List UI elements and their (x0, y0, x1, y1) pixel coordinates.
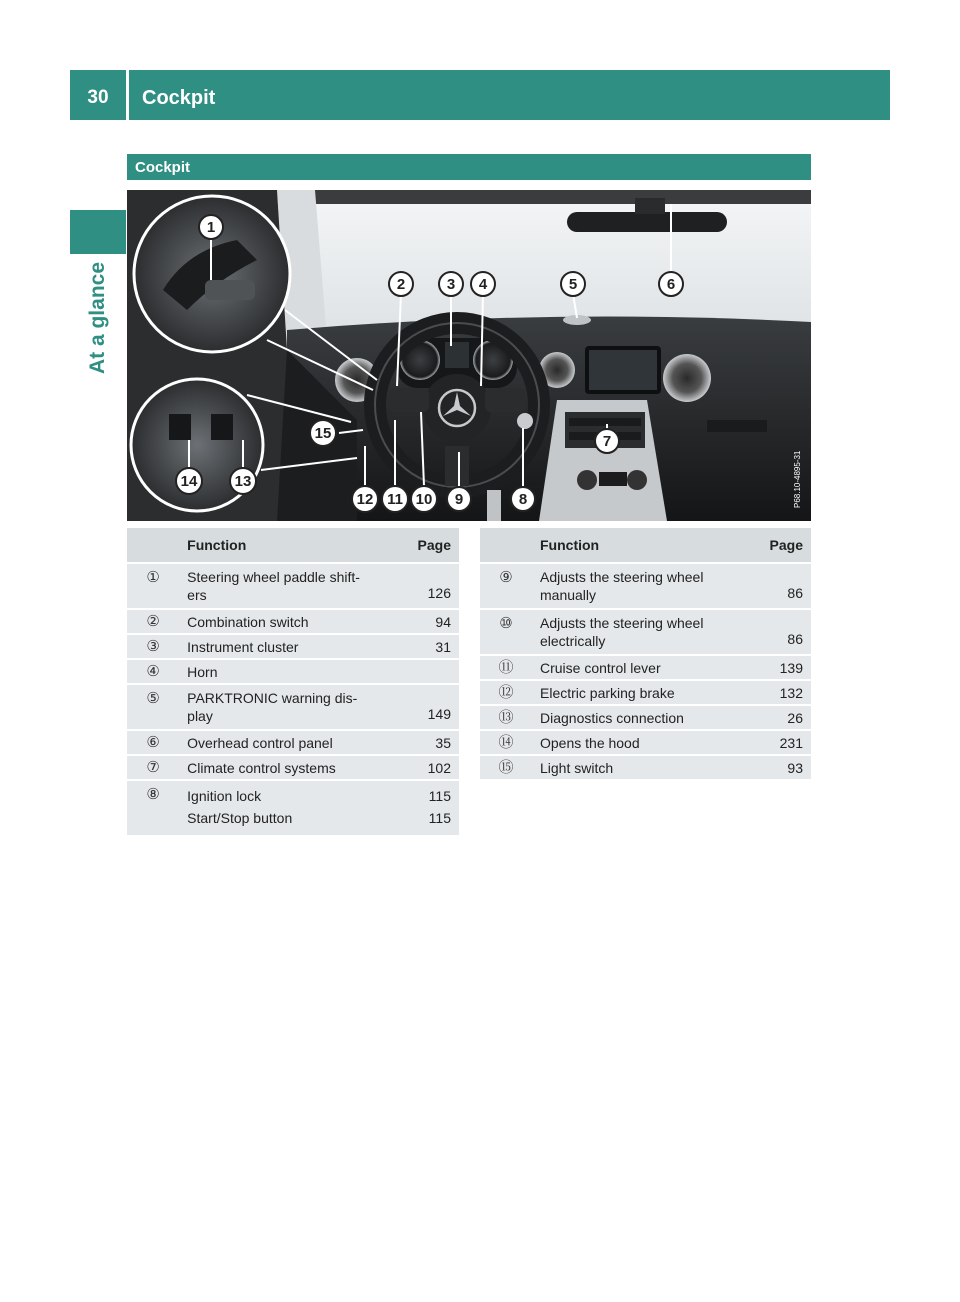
item-function: Instrument cluster (179, 634, 397, 659)
svg-text:15: 15 (314, 425, 332, 442)
table-row (480, 680, 811, 705)
page-line: 115 (428, 788, 451, 804)
table-row (127, 609, 459, 634)
section-title: Cockpit (135, 159, 191, 176)
svg-text:12: 12 (356, 491, 374, 508)
item-number: ⑤ (127, 684, 179, 730)
item-function (532, 563, 749, 609)
item-page: 132 (749, 680, 811, 705)
table-row (127, 730, 459, 755)
item-number: ⑭ (480, 730, 532, 755)
svg-text:11: 11 (387, 491, 403, 508)
table-row (127, 659, 459, 684)
table-row (127, 780, 459, 835)
item-number: ① (127, 563, 179, 609)
header-function: Function (532, 528, 749, 563)
table-row (127, 634, 459, 659)
side-tab-marker (70, 210, 126, 254)
item-page: 26 (749, 705, 811, 730)
item-function: Diagnostics connection (532, 705, 749, 730)
function-line: Start/Stop button (187, 810, 293, 826)
function-line: Adjusts the steering wheel (540, 569, 704, 585)
function-line: PARKTRONIC warning dis- (187, 690, 358, 706)
header-number (127, 528, 179, 563)
item-page: 86 (749, 563, 811, 609)
item-function: Cruise control lever (532, 655, 749, 680)
callout-7 (595, 429, 619, 453)
item-number: ③ (127, 634, 179, 659)
item-page: 93 (749, 755, 811, 779)
item-page: 231 (749, 730, 811, 755)
svg-text:3: 3 (446, 276, 456, 293)
function-line: Ignition lock (187, 788, 262, 804)
header-number (480, 528, 532, 563)
callout-8 (511, 487, 535, 511)
callout-12 (352, 486, 378, 512)
callout-3 (439, 272, 463, 296)
callout-14 (176, 468, 202, 494)
item-page: 31 (397, 634, 459, 659)
legend-header-row (480, 528, 811, 563)
table-row (480, 730, 811, 755)
item-function: Overhead control panel (179, 730, 397, 755)
item-function: Climate control systems (179, 755, 397, 780)
function-line: Adjusts the steering wheel (540, 615, 704, 631)
item-number: ⑩ (480, 609, 532, 655)
item-function (179, 563, 397, 609)
page-number: 30 (87, 87, 109, 108)
item-function: Horn (179, 659, 397, 684)
function-line: electrically (540, 633, 606, 649)
callout-15 (310, 420, 336, 446)
item-number: ⑮ (480, 755, 532, 779)
item-page: 139 (749, 655, 811, 680)
item-page: 94 (397, 609, 459, 634)
item-page: 149 (397, 684, 459, 730)
item-number: ⑥ (127, 730, 179, 755)
table-row (480, 705, 811, 730)
svg-text:10: 10 (415, 491, 433, 508)
section-bar (127, 154, 811, 180)
svg-text:4: 4 (478, 276, 488, 293)
item-function (179, 780, 397, 835)
callout-9 (447, 487, 471, 511)
header-page: Page (749, 528, 811, 563)
function-line: Steering wheel paddle shift- (187, 569, 360, 585)
legend-table-right (480, 528, 811, 779)
legend-header-row (127, 528, 459, 563)
callout-10 (411, 486, 437, 512)
side-section-label: At a glance (86, 261, 109, 375)
callout-5 (561, 272, 585, 296)
item-number: ⑪ (480, 655, 532, 680)
table-row (480, 563, 811, 609)
page-title: Cockpit (142, 87, 216, 109)
cockpit-photo (127, 190, 811, 521)
table-row (127, 563, 459, 609)
item-page: 35 (397, 730, 459, 755)
item-page: 102 (397, 755, 459, 780)
page-line: 115 (428, 810, 451, 826)
item-page: 126 (397, 563, 459, 609)
callout-4 (471, 272, 495, 296)
item-page: 86 (749, 609, 811, 655)
svg-text:5: 5 (568, 276, 578, 293)
svg-text:2: 2 (396, 276, 406, 293)
header-page: Page (397, 528, 459, 563)
item-number: ⑨ (480, 563, 532, 609)
callout-13 (230, 468, 256, 494)
photo-code: P68.10-4895-31 (793, 450, 802, 508)
header-function: Function (179, 528, 397, 563)
callout-11 (382, 486, 408, 512)
table-row (480, 755, 811, 779)
svg-text:7: 7 (602, 433, 612, 450)
item-number: ⑬ (480, 705, 532, 730)
function-line: ers (187, 587, 207, 603)
item-function: Combination switch (179, 609, 397, 634)
legend-table-left (127, 528, 459, 835)
svg-text:14: 14 (180, 473, 198, 490)
callout-1 (199, 215, 223, 239)
item-page (397, 659, 459, 684)
svg-text:9: 9 (454, 491, 464, 508)
table-row (480, 609, 811, 655)
item-number: ⑧ (127, 780, 179, 835)
item-function: Light switch (532, 755, 749, 779)
svg-text:1: 1 (206, 219, 216, 236)
function-line: manually (540, 587, 597, 603)
table-row (127, 755, 459, 780)
item-function: Opens the hood (532, 730, 749, 755)
svg-text:6: 6 (666, 276, 676, 293)
function-line: play (187, 708, 213, 724)
item-function (179, 684, 397, 730)
callout-6 (659, 272, 683, 296)
item-function (532, 609, 749, 655)
item-number: ④ (127, 659, 179, 684)
item-page (397, 780, 459, 835)
svg-text:13: 13 (234, 473, 252, 490)
item-number: ⑦ (127, 755, 179, 780)
callout-2 (389, 272, 413, 296)
item-number: ② (127, 609, 179, 634)
page-header (70, 70, 890, 120)
table-row (480, 655, 811, 680)
svg-text:8: 8 (518, 491, 528, 508)
item-number: ⑫ (480, 680, 532, 705)
table-row (127, 684, 459, 730)
header-divider (126, 70, 129, 120)
item-function: Electric parking brake (532, 680, 749, 705)
